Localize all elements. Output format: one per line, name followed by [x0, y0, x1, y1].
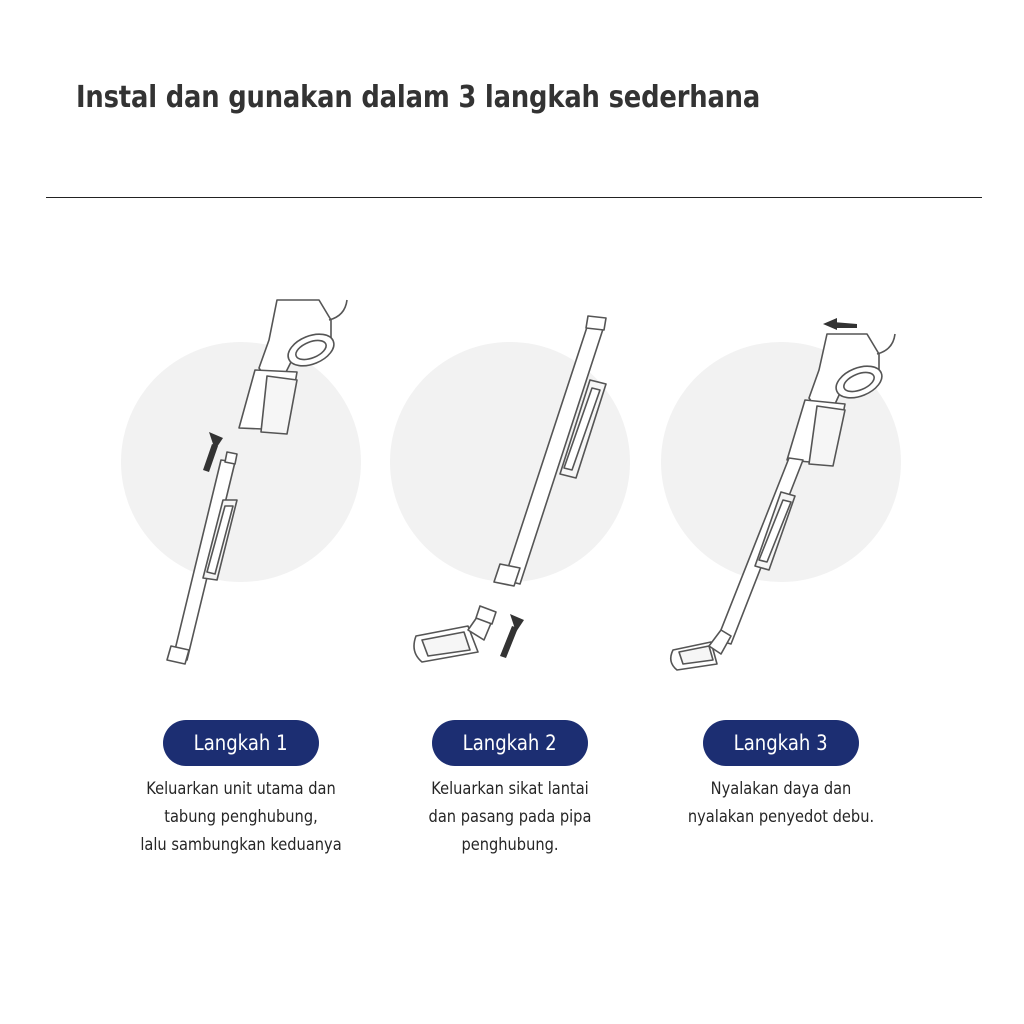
vacuum-body-and-tube-icon — [91, 280, 391, 680]
step-2-line-2: dan pasang pada pipa — [428, 807, 592, 827]
step-1-badge — [163, 720, 319, 766]
step-1-line-2: tabung penghubung, — [164, 807, 318, 827]
step-1 — [91, 0, 391, 1024]
step-3-description — [631, 775, 931, 831]
step-2-line-1: Keluarkan sikat lantai — [431, 779, 589, 799]
step-2-description — [360, 775, 660, 859]
step-2-label: Langkah 2 — [463, 731, 557, 755]
step-3-line-1: Nyalakan daya dan — [710, 779, 852, 799]
step-1-label: Langkah 1 — [194, 731, 288, 755]
step-1-line-1: Keluarkan unit utama dan — [146, 779, 336, 799]
step-3-line-2: nyalakan penyedot debu. — [687, 807, 875, 827]
step-1-line-3: lalu sambungkan keduanya — [140, 835, 342, 855]
step-3-badge — [703, 720, 859, 766]
page-title: Instal dan gunakan dalam 3 langkah sederhana — [76, 80, 761, 115]
step-1-description — [91, 775, 391, 859]
step-2-line-3: penghubung. — [461, 835, 559, 855]
tube-and-floor-brush-icon — [360, 280, 660, 680]
step-3-label: Langkah 3 — [734, 731, 828, 755]
step-3 — [631, 0, 931, 1024]
assembled-vacuum-icon — [631, 280, 931, 680]
step-2 — [360, 0, 660, 1024]
step-2-badge — [432, 720, 588, 766]
